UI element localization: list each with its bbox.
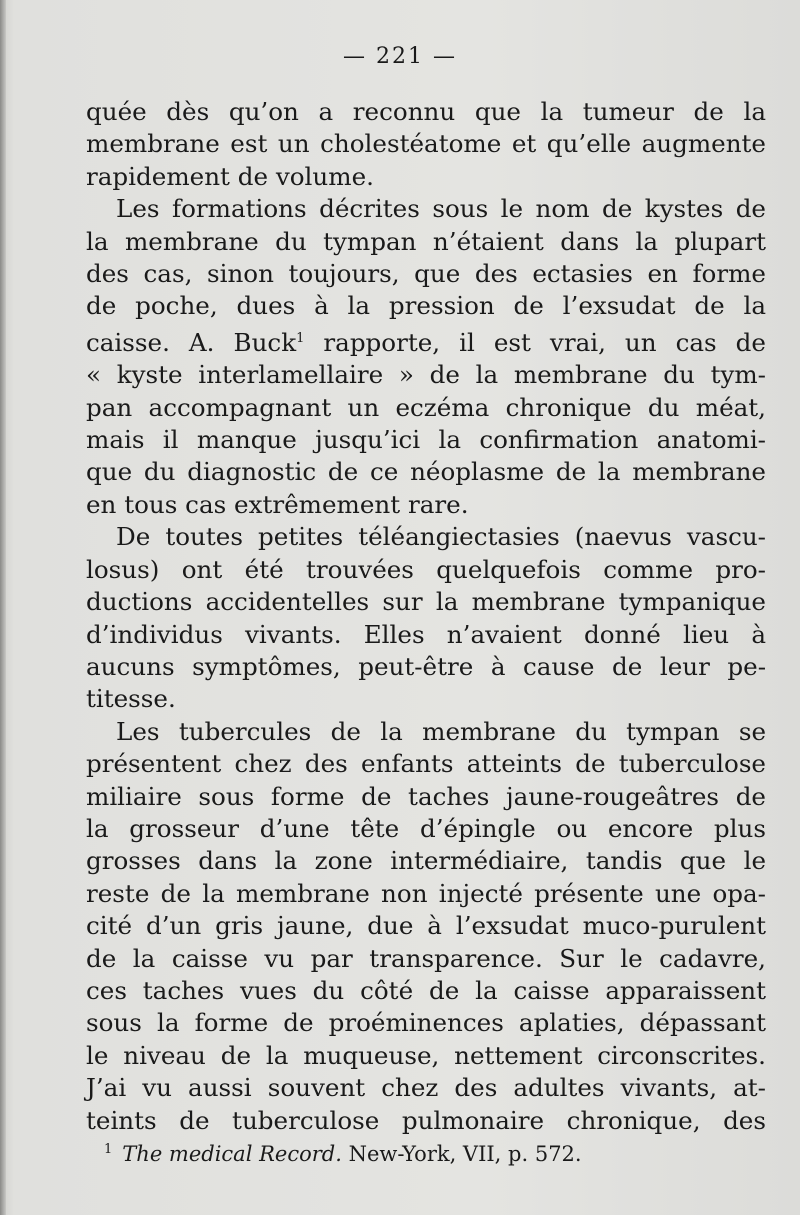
text-line: des cas, sinon toujours, que des ectasies en forme (86, 259, 766, 289)
text-line: titesse. (86, 684, 176, 714)
footnote-marker: 1 (104, 1142, 113, 1157)
footnote-reference: 1 (296, 330, 305, 346)
page-number: — 221 — (343, 44, 457, 69)
text-line: teints de tuberculose pulmonaire chronique, des (86, 1105, 766, 1135)
text-line: grosses dans la zone intermédiaire, tandis que le (86, 846, 766, 876)
text-line: en tous cas extrêmement rare. (86, 489, 469, 519)
text-line: Les formations décrites sous le nom de kystes de (116, 194, 766, 224)
text-line: miliaire sous forme de taches jaune-rougeâtres de (86, 781, 766, 811)
line-text: rapporte, il est vrai, un cas de (304, 327, 766, 357)
text-line: cité d’un gris jaune, due à l’exsudat muco-purulent (86, 911, 766, 941)
text-line: losus) ont été trouvées quelquefois comme pro- (86, 554, 766, 584)
footnote (104, 1136, 764, 1168)
text-line: aucuns symptômes, peut-être à cause de leur pe- (86, 651, 766, 681)
text-line: la membrane du tympan n’étaient dans la plupart (86, 226, 766, 256)
line-text: caisse. A. Buck (86, 327, 297, 357)
text-line: sous la forme de proéminences aplaties, dépassant (86, 1008, 766, 1038)
body-text (86, 96, 766, 1137)
text-line: de la caisse vu par transparence. Sur le cadavre, (86, 943, 766, 973)
text-line: ces taches vues du côté de la caisse apparaissent (86, 975, 766, 1005)
text-line: rapidement de volume. (86, 161, 374, 191)
text-line: que du diagnostic de ce néoplasme de la membrane (86, 457, 766, 487)
text-line: pan accompagnant un eczéma chronique du méat, (86, 392, 766, 422)
text-line: présentent chez des enfants atteints de tuberculose (86, 749, 766, 779)
text-line: de poche, dues à la pression de l’exsudat de la (86, 291, 766, 321)
text-line-with-footnote-ref (86, 323, 766, 359)
text-line: Les tubercules de la membrane du tympan se (116, 716, 766, 746)
text-line: J’ai vu aussi souvent chez des adultes vivants, at- (86, 1073, 766, 1103)
footnote-title: The medical Record. (122, 1142, 342, 1166)
text-line: le niveau de la muqueuse, nettement circonscrites. (86, 1040, 766, 1070)
text-line: reste de la membrane non injecté présente une opa- (86, 878, 766, 908)
text-line: la grosseur d’une tête d’épingle ou encore plus (86, 813, 766, 843)
text-line: ductions accidentelles sur la membrane tympanique (86, 587, 766, 617)
text-line: mais il manque jusqu’ici la confirmation anatomi- (86, 425, 766, 455)
text-line: « kyste interlamellaire » de la membrane du tym- (86, 360, 766, 390)
text-line: d’individus vivants. Elles n’avaient donné lieu à (86, 619, 766, 649)
footnote-citation: New-York, VII, p. 572. (341, 1142, 582, 1166)
text-line: membrane est un cholestéatome et qu’elle augmente (86, 129, 766, 159)
text-line: quée dès qu’on a reconnu que la tumeur de la (86, 97, 766, 126)
page-binding-edge (0, 0, 6, 1215)
text-line: De toutes petites téléangiectasies (naevus vascu- (116, 522, 766, 552)
